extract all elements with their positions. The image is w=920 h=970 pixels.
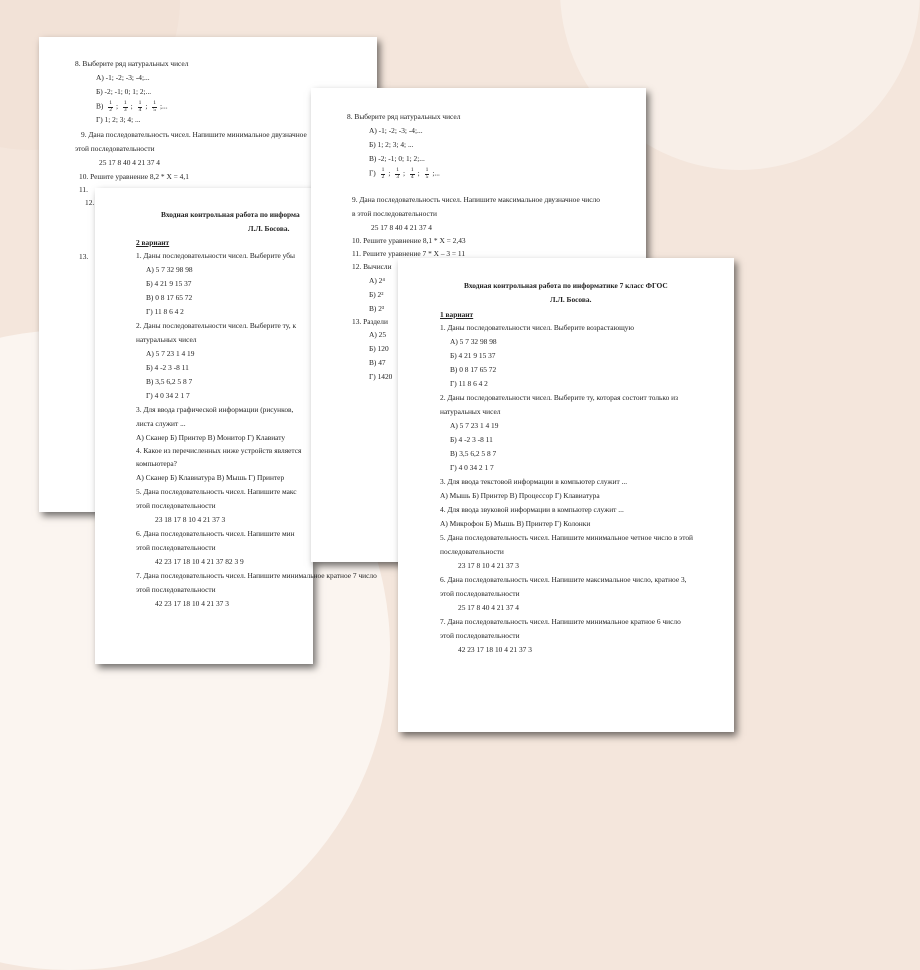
question-text: 10. Решите уравнение 8,1 * X = 2,43	[352, 236, 466, 245]
answer-option: А) 2⁴	[369, 276, 385, 285]
question-text: 8. Выберите ряд натуральных чисел	[347, 112, 461, 121]
question-text: 4. Для ввода звуковой информации в компьютер служит ...	[440, 505, 624, 514]
question-text: натуральных чисел	[440, 407, 501, 416]
question-text: 12. Вычисли	[352, 262, 392, 271]
number-sequence: 42 23 17 18 10 4 21 37 82 3 9	[155, 557, 244, 566]
answer-option-fractions: Г) $\frac{1}{2}$ ; $\frac{1}{3}$ ; $\frac{1}{4}$ ; $\frac{1}{5}$ ;...	[369, 167, 440, 180]
answer-option: В) 47	[369, 358, 386, 367]
question-text: этой последовательности	[136, 543, 216, 552]
answer-option: Б) 120	[369, 344, 389, 353]
answer-option: А) 5 7 23 1 4 19	[450, 421, 499, 430]
answer-option: Б) -2; -1; 0; 1; 2;...	[96, 87, 152, 96]
answer-option-suffix: ;...	[159, 101, 168, 111]
question-text: натуральных чисел	[136, 335, 197, 344]
answer-option: Г) 1420	[369, 372, 393, 381]
question-text: 1. Даны последовательности чисел. Выберите убы	[136, 251, 295, 260]
fraction: $\frac{1}{5}$	[425, 167, 429, 180]
number-sequence: 25 17 8 40 4 21 37 4	[371, 223, 432, 232]
answer-option: А) 5 7 32 98 98	[146, 265, 193, 274]
document-author: Л.Л. Босова.	[248, 224, 290, 233]
answer-option-fractions: В) $\frac{1}{2}$ ; $\frac{1}{3}$ ; $\frac{1}{4}$ ; $\frac{1}{5}$ ;...	[96, 100, 168, 113]
answer-option: Б) 4 21 9 15 37	[146, 279, 192, 288]
question-text: последовательности	[440, 547, 504, 556]
answer-option: Г) 1; 2; 3; 4; ...	[96, 115, 141, 124]
question-text: 7. Дана последовательность чисел. Напишите минимальное кратное 7 число	[136, 571, 377, 580]
answer-option: В) 0 8 17 65 72	[146, 293, 193, 302]
number-sequence: 23 17 8 10 4 21 37 3	[458, 561, 519, 570]
question-text: 9. Дана последовательность чисел. Напишите минимальное двузначное	[81, 130, 307, 139]
question-text: этой последовательности	[440, 631, 520, 640]
question-text: этой последовательности	[440, 589, 520, 598]
fraction: $\frac{1}{2}$	[381, 167, 385, 180]
question-text: 5. Дана последовательность чисел. Напишите макс	[136, 487, 297, 496]
question-text: 9. Дана последовательность чисел. Напишите максимальное двузначное число	[352, 195, 600, 204]
document-title: Входная контрольная работа по информатике 7 класс ФГОС	[464, 281, 668, 290]
answer-option: А) 5 7 32 98 98	[450, 337, 497, 346]
answer-option: А) 25	[369, 330, 387, 339]
question-text: листа служит ...	[136, 419, 186, 428]
fraction: $\frac{1}{5}$	[153, 100, 156, 113]
fraction: $\frac{1}{3}$	[123, 100, 127, 113]
fraction: $\frac{1}{2}$	[109, 100, 112, 113]
question-text: 3. Для ввода текстовой информации в компьютер служит ...	[440, 477, 628, 486]
question-text: 10. Решите уравнение 8,2 * X = 4,1	[79, 172, 189, 181]
answer-option: В) 0 8 17 65 72	[450, 365, 497, 374]
answer-option: В) 3,5 6,2 5 8 7	[450, 449, 497, 458]
question-text: 8. Выберите ряд натуральных чисел	[75, 59, 189, 68]
question-text: этой последовательности	[136, 501, 216, 510]
number-sequence: 42 23 17 18 10 4 21 37 3	[458, 645, 532, 654]
question-text: 5. Дана последовательность чисел. Напишите минимальное четное число в этой	[440, 533, 694, 542]
answer-option: Г) 4 0 34 2 1 7	[146, 391, 190, 400]
question-text: 4. Какое из перечисленных ниже устройств является	[136, 446, 302, 455]
variant-heading: 1 вариант	[440, 310, 474, 319]
answer-option: В) -2; -1; 0; 1; 2;...	[369, 154, 425, 163]
fraction: $\frac{1}{4}$	[138, 100, 142, 113]
answer-options-inline: А) Сканер Б) Принтер В) Монитор Г) Клавиату	[136, 433, 286, 442]
answer-option: А) 5 7 23 1 4 19	[146, 349, 195, 358]
question-text: 3. Для ввода графической информации (рисунков,	[136, 405, 294, 414]
answer-options-inline: А) Сканер Б) Клавиатура В) Мышь Г) Принтер	[136, 473, 285, 482]
answer-option: Б) 4 -2 3 -8 11	[450, 435, 493, 444]
answer-options-inline: А) Мышь Б) Принтер В) Процессор Г) Клавиатура	[440, 491, 600, 500]
answer-option: В) 2³	[369, 304, 385, 313]
answer-option: Г) 11 8 6 4 2	[450, 379, 488, 388]
answer-option: Б) 1; 2; 3; 4; ...	[369, 140, 414, 149]
question-text: 11. Решите уравнение 7 * X – 3 = 11	[352, 249, 466, 258]
answer-options-inline: А) Микрофон Б) Мышь В) Принтер Г) Колонки	[440, 519, 591, 528]
question-text: 1. Даны последовательности чисел. Выберите возрастающую	[440, 323, 635, 332]
number-sequence: 25 17 8 40 4 21 37 4	[99, 158, 160, 167]
answer-option: В) 3,5 6,2 5 8 7	[146, 377, 193, 386]
answer-option-suffix: ;...	[432, 168, 440, 178]
answer-option: А) -1; -2; -3; -4;...	[96, 73, 150, 82]
fraction: $\frac{1}{3}$	[396, 167, 399, 180]
answer-option: А) -1; -2; -3; -4;...	[369, 126, 423, 135]
answer-option: Б) 2²	[369, 290, 384, 299]
question-text: 11.	[79, 185, 88, 194]
answer-option: Г) 11 8 6 4 2	[146, 307, 184, 316]
number-sequence: 23 18 17 8 10 4 21 37 3	[155, 515, 226, 524]
document-page-4	[398, 258, 734, 732]
question-text: 13. Раздели	[352, 317, 388, 326]
document-author: Л.Л. Босова.	[550, 295, 592, 304]
answer-option: Б) 4 -2 3 -8 11	[146, 363, 189, 372]
question-text: 12.	[85, 198, 95, 207]
fraction: $\frac{1}{4}$	[410, 167, 414, 180]
answer-option-prefix: Г)	[369, 168, 376, 178]
number-sequence: 25 17 8 40 4 21 37 4	[458, 603, 519, 612]
question-text: 2. Даны последовательности чисел. Выберите ту, к	[136, 321, 297, 330]
question-text: компьютера?	[136, 459, 177, 468]
question-text: 13.	[79, 252, 89, 261]
variant-heading: 2 вариант	[136, 238, 170, 247]
question-text: 6. Дана последовательность чисел. Напишите мин	[136, 529, 295, 538]
question-text: этой последовательности	[75, 144, 155, 153]
question-text: 2. Даны последовательности чисел. Выберите ту, которая состоит только из	[440, 393, 679, 402]
question-text: 7. Дана последовательность чисел. Напишите минимальное кратное 6 число	[440, 617, 681, 626]
question-text: этой последовательности	[136, 585, 216, 594]
question-text: 6. Дана последовательность чисел. Напишите максимальное число, кратное 3,	[440, 575, 687, 584]
answer-option-prefix: В)	[96, 101, 104, 111]
answer-option: Г) 4 0 34 2 1 7	[450, 463, 494, 472]
question-text: в этой последовательности	[352, 209, 437, 218]
document-title: Входная контрольная работа по информа	[161, 210, 300, 219]
number-sequence: 42 23 17 18 10 4 21 37 3	[155, 599, 229, 608]
answer-option: Б) 4 21 9 15 37	[450, 351, 496, 360]
